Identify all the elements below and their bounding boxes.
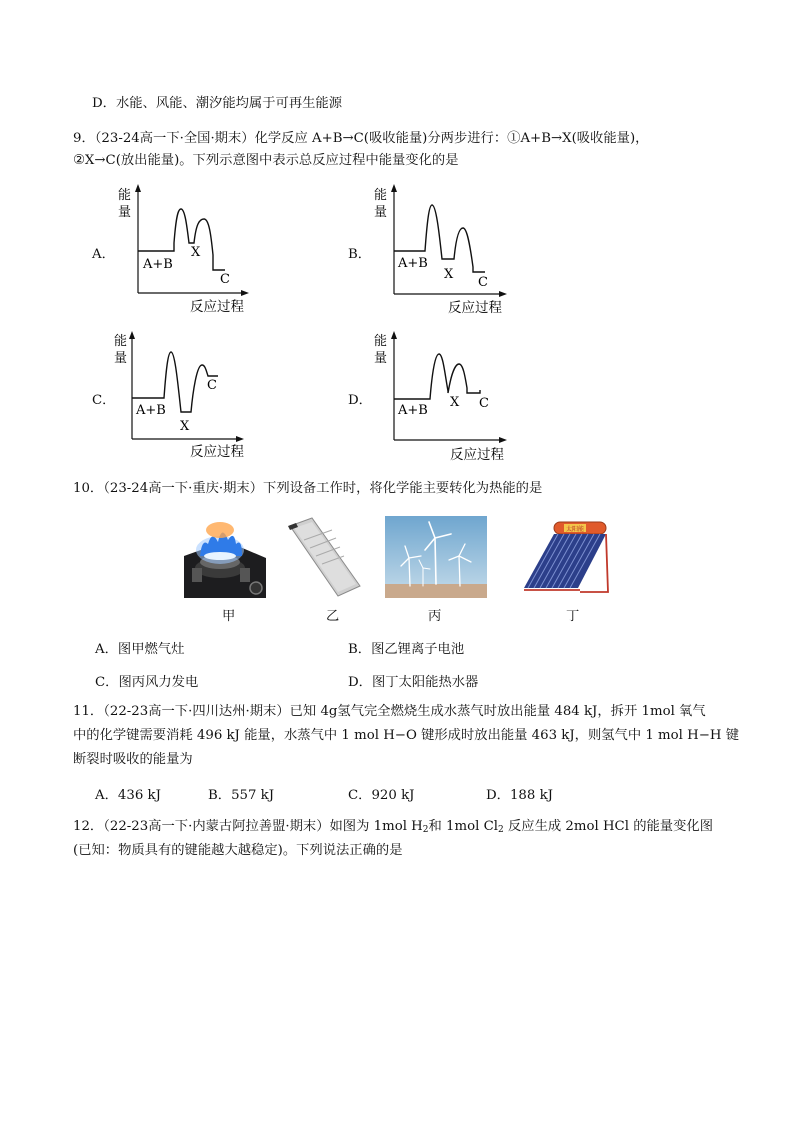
h2-subscript: 2 — [422, 825, 429, 835]
x-axis-arrow — [499, 437, 507, 443]
caption-ding: 丁 — [566, 609, 580, 624]
q11-option-b: B．557 kJ — [208, 788, 275, 803]
product-label: C — [478, 275, 488, 290]
energy-diagram-c — [112, 330, 262, 462]
y-label-char-1: 能 — [118, 188, 132, 203]
caption-yi: 乙 — [326, 609, 340, 624]
energy-diagram-c-svg — [112, 330, 262, 462]
x-label: 反应过程 — [190, 444, 244, 460]
q9-option-a: A． — [92, 247, 115, 262]
pan-support — [240, 568, 250, 582]
tank-logo-text: 太阳能 — [565, 526, 585, 533]
q9-stem-line-1: 9．（23-24高一下·全国·期末）化学反应 A+B→C(吸收能量)分两步进行：①A+B→X(吸收能量)， — [73, 131, 649, 146]
intermediate-label: X — [191, 245, 201, 260]
q10-option-d: D．图丁太阳能热水器 — [348, 675, 479, 690]
q10-stem: 10．（23-24高一下·重庆·期末）下列设备工作时，将化学能主要转化为热能的是 — [73, 481, 543, 496]
q11-stem-line-3: 断裂时吸收的能量为 — [73, 752, 193, 767]
caption-bing: 丙 — [428, 609, 442, 624]
q11-option-a: A．436 kJ — [95, 788, 161, 803]
energy-diagram-d-svg — [368, 330, 518, 464]
solar-water-heater-image — [520, 516, 612, 598]
wind-turbines-image — [385, 516, 487, 598]
q8-option-d: D．水能、风能、潮汐能均属于可再生能源 — [92, 96, 343, 111]
y-label-char-1: 能 — [114, 334, 128, 349]
intermediate-label: X — [180, 419, 190, 434]
q9-option-b: B． — [348, 247, 372, 262]
y-label-char-2: 量 — [118, 205, 132, 220]
q11-stem-line-2: 中的化学键需要消耗 496 kJ 能量，水蒸气中 1 mol H−O 键形成时放出能量 463 kJ，则氢气中 1 mol H−H 键 — [73, 728, 740, 743]
energy-diagram-b-svg — [368, 183, 518, 317]
y-label-char-2: 量 — [114, 351, 128, 366]
q9-option-c: C． — [92, 393, 116, 408]
x-label: 反应过程 — [450, 447, 504, 463]
q10-option-c: C．图丙风力发电 — [95, 675, 199, 690]
q10-option-a: A．图甲燃气灶 — [95, 642, 185, 657]
gas-stove-svg — [184, 516, 266, 598]
x-label: 反应过程 — [190, 299, 244, 315]
ground — [385, 584, 487, 598]
y-label-char-1: 能 — [374, 334, 388, 349]
pan-support — [192, 568, 202, 582]
q12-stem-line-1 — [73, 818, 713, 839]
product-label: C — [479, 396, 489, 411]
energy-diagram-b — [368, 183, 518, 317]
product-label: C — [220, 272, 230, 287]
energy-diagram-a — [112, 183, 262, 315]
reactants-label: A+B — [398, 256, 428, 271]
q12-stem-part-2: 和 1mol Cl — [428, 819, 499, 834]
intermediate-label: X — [444, 267, 454, 282]
y-label-char-1: 能 — [374, 188, 388, 203]
y-label-char-2: 量 — [374, 351, 388, 366]
q11-stem-line-1: 11．（22-23高一下·四川达州·期末）已知 4g氢气完全燃烧生成水蒸气时放出能量 484 kJ，拆开 1mol 氧气 — [73, 704, 706, 719]
x-label: 反应过程 — [448, 300, 502, 316]
x-axis-arrow — [499, 291, 507, 297]
cl2-subscript: 2 — [498, 825, 504, 835]
flame-core — [204, 552, 236, 560]
reactants-label: A+B — [136, 403, 166, 418]
q12-stem-part-1: 12．（22-23高一下·内蒙古阿拉善盟·期末）如图为 1mol H — [73, 819, 423, 834]
battery-svg — [282, 516, 364, 598]
solar-water-heater-svg — [520, 516, 612, 598]
caption-jia: 甲 — [222, 609, 236, 624]
q11-option-c: C．920 kJ — [348, 788, 415, 803]
x-axis-arrow — [241, 290, 249, 296]
flame-tip — [206, 522, 234, 538]
q9-stem-line-2: ②X→C(放出能量)。下列示意图中表示总反应过程中能量变化的是 — [73, 153, 459, 168]
energy-diagram-a-svg — [112, 183, 262, 315]
reactants-label: A+B — [398, 403, 428, 418]
q9-option-d: D． — [348, 393, 372, 408]
q12-stem-line-2: (已知：物质具有的键能越大越稳定)。下列说法正确的是 — [73, 843, 403, 858]
product-label: C — [207, 378, 217, 393]
y-label-char-2: 量 — [374, 205, 388, 220]
energy-diagram-d — [368, 330, 518, 464]
wind-turbines-svg — [385, 516, 487, 598]
x-axis-arrow — [236, 436, 244, 442]
gas-stove-image — [184, 516, 266, 598]
q10-option-b: B．图乙锂离子电池 — [348, 642, 465, 657]
q12-stem-part-3: 反应生成 2mol HCl 的能量变化图 — [503, 819, 713, 834]
intermediate-label: X — [450, 395, 460, 410]
q11-option-d: D．188 kJ — [486, 788, 553, 803]
reactants-label: A+B — [143, 257, 173, 272]
knob-icon — [250, 582, 262, 594]
battery-image — [282, 516, 364, 598]
energy-curve — [394, 354, 480, 399]
